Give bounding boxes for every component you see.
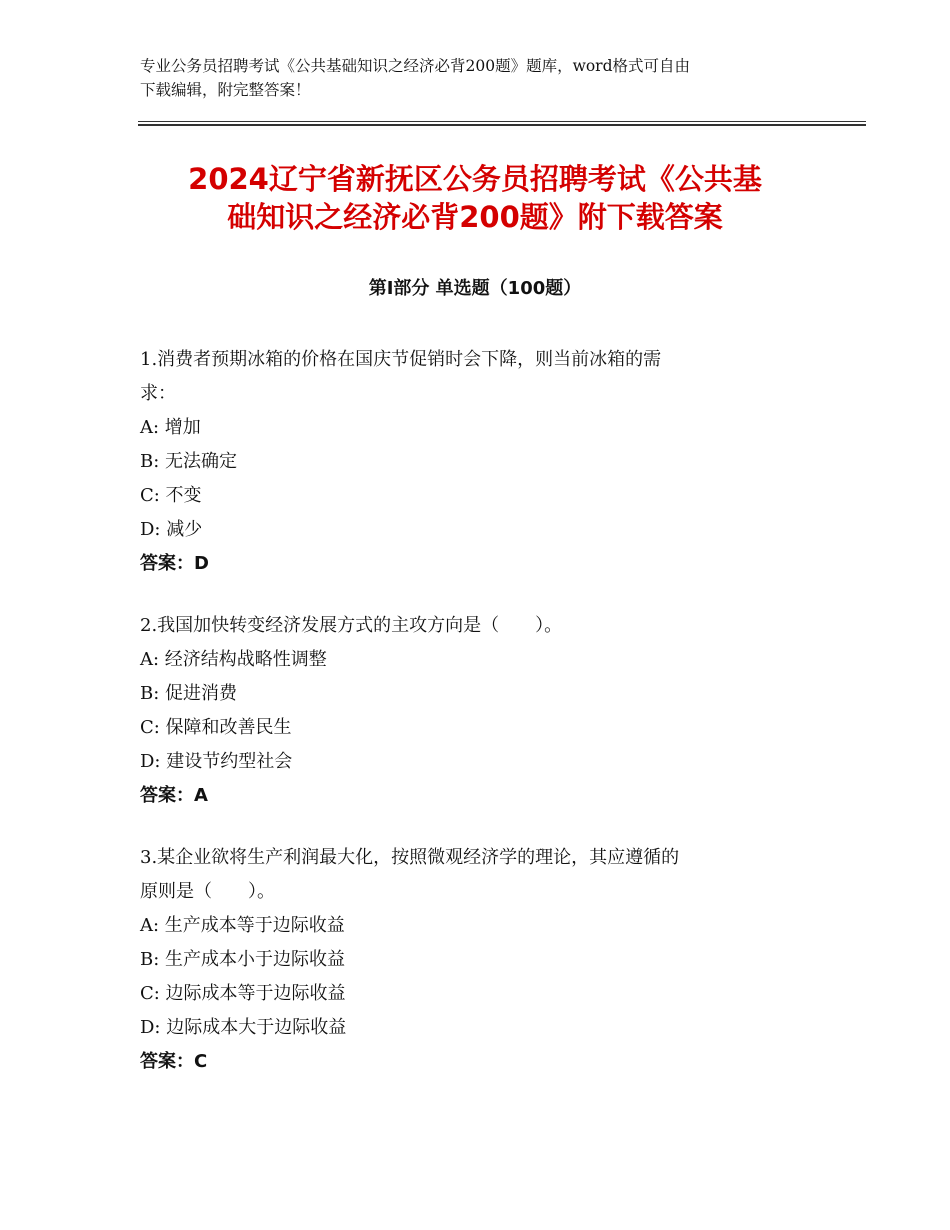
question-text	[140, 841, 820, 909]
question-text	[140, 609, 820, 643]
option-d: D: 减少	[140, 519, 203, 540]
question-text-line-2: 原则是（ ）。	[140, 881, 275, 902]
option-a: A: 生产成本等于边际收益	[140, 915, 345, 936]
question-list	[140, 343, 820, 1107]
document-title-line-2: 础知识之经济必背200题》附下载答案	[227, 200, 723, 234]
option-a: A: 经济结构战略性调整	[140, 649, 327, 670]
option-d: D: 建设节约型社会	[140, 751, 293, 772]
option-d: D: 边际成本大于边际收益	[140, 1017, 347, 1038]
question-text-line-2: 求：	[140, 383, 176, 404]
question-2	[140, 609, 820, 813]
option-c: C: 不变	[140, 485, 202, 506]
answer: 答案：D	[140, 553, 209, 574]
document-title-line-1: 2024辽宁省新抚区公务员招聘考试《公共基	[188, 162, 762, 196]
question-text	[140, 343, 820, 411]
document-title	[130, 160, 820, 236]
header-note	[140, 54, 820, 102]
answer: 答案：C	[140, 1051, 208, 1072]
option-a: A: 增加	[140, 417, 201, 438]
header-note-line-1: 专业公务员招聘考试《公共基础知识之经济必背200题》题库，word格式可自由	[140, 57, 691, 75]
section-title: 第Ⅰ部分 单选题（100题）	[368, 278, 582, 299]
question-1	[140, 343, 820, 581]
option-c: C: 边际成本等于边际收益	[140, 983, 346, 1004]
question-3	[140, 841, 820, 1079]
header-note-line-2: 下载编辑，附完整答案！	[140, 81, 311, 99]
header-divider-thin	[138, 121, 866, 122]
header-divider-thick	[138, 124, 866, 126]
question-text-line-1: 2.我国加快转变经济发展方式的主攻方向是（ ）。	[140, 615, 563, 636]
question-text-line-1: 3.某企业欲将生产利润最大化，按照微观经济学的理论，其应遵循的	[140, 847, 680, 868]
answer: 答案：A	[140, 785, 208, 806]
option-b: B: 无法确定	[140, 451, 238, 472]
question-text-line-1: 1.消费者预期冰箱的价格在国庆节促销时会下降，则当前冰箱的需	[140, 349, 662, 370]
option-b: B: 促进消费	[140, 683, 238, 704]
option-b: B: 生产成本小于边际收益	[140, 949, 346, 970]
option-c: C: 保障和改善民生	[140, 717, 292, 738]
